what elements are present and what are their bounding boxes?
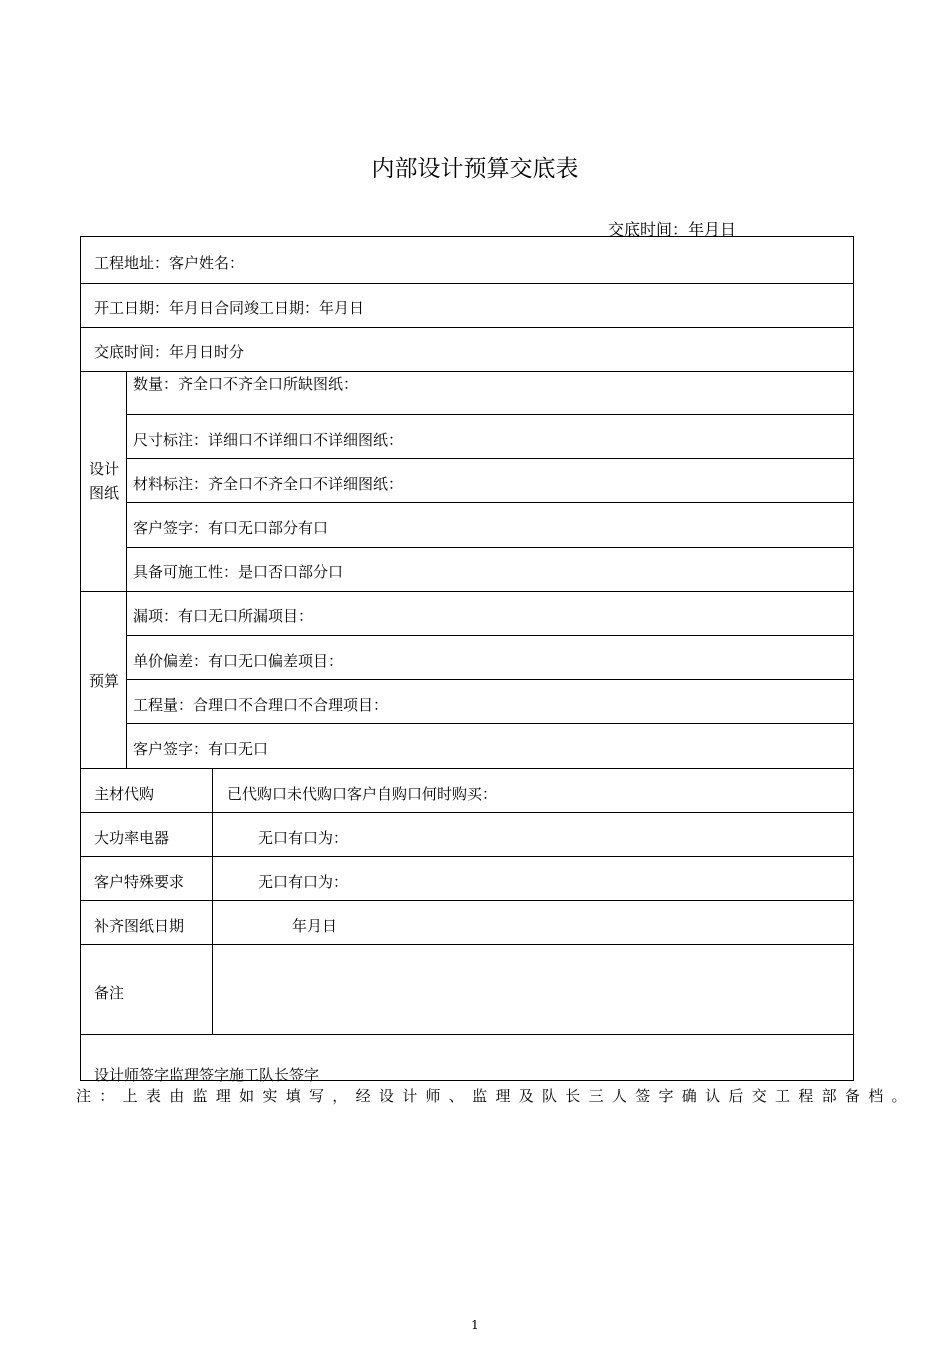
remarks-label: 备注 bbox=[94, 984, 125, 1002]
high-power-appliance-label: 大功率电器 bbox=[94, 829, 170, 847]
handover-time-header: 交底时间：年月日 bbox=[608, 220, 737, 239]
budget-item-omissions[interactable]: 漏项：有口无口所漏项目： bbox=[133, 607, 314, 625]
page-title: 内部设计预算交底表 bbox=[371, 156, 579, 182]
budget-label: 预算 bbox=[88, 672, 119, 690]
design-item-dimensions[interactable]: 尺寸标注：详细口不详细口不详细图纸： bbox=[133, 431, 404, 449]
footnote: 注：上表由监理如实填写，经设计师、监理及队长三人签字确认后交工程部备档。 bbox=[76, 1087, 915, 1105]
drawing-completion-date-value[interactable]: 年月日 bbox=[292, 917, 338, 935]
special-requirements-value[interactable]: 无口有口为： bbox=[258, 873, 349, 891]
main-material-value[interactable]: 已代购口未代购口客户自购口何时购买： bbox=[227, 785, 498, 803]
handover-time-field[interactable]: 交底时间：年月日时分 bbox=[94, 343, 245, 361]
design-item-materials[interactable]: 材料标注：齐全口不齐全口不详细图纸： bbox=[133, 475, 404, 493]
page-number: 1 bbox=[471, 1318, 479, 1332]
design-item-customer-signature[interactable]: 客户签字：有口无口部分有口 bbox=[133, 519, 329, 537]
main-material-label: 主材代购 bbox=[94, 785, 155, 803]
design-item-feasibility[interactable]: 具备可施工性：是口否口部分口 bbox=[133, 563, 344, 581]
signatures-field[interactable]: 设计师签字监理签字施工队长签字 bbox=[94, 1066, 320, 1084]
budget-item-quantities[interactable]: 工程量：合理口不合理口不合理项目： bbox=[133, 696, 389, 714]
drawing-completion-date-label: 补齐图纸日期 bbox=[94, 917, 185, 935]
special-requirements-label: 客户特殊要求 bbox=[94, 873, 185, 891]
design-item-quantity[interactable]: 数量：齐全口不齐全口所缺图纸： bbox=[133, 375, 359, 393]
design-drawings-label: 设计 图纸 bbox=[88, 460, 119, 502]
handover-form bbox=[80, 236, 854, 1084]
address-customer-field[interactable]: 工程地址：客户姓名： bbox=[94, 254, 245, 272]
budget-item-customer-signature[interactable]: 客户签字：有口无口 bbox=[133, 740, 269, 758]
dates-field[interactable]: 开工日期：年月日合同竣工日期：年月日 bbox=[94, 299, 365, 317]
budget-item-unit-price[interactable]: 单价偏差：有口无口偏差项目： bbox=[133, 652, 344, 670]
high-power-appliance-value[interactable]: 无口有口为： bbox=[258, 829, 349, 847]
